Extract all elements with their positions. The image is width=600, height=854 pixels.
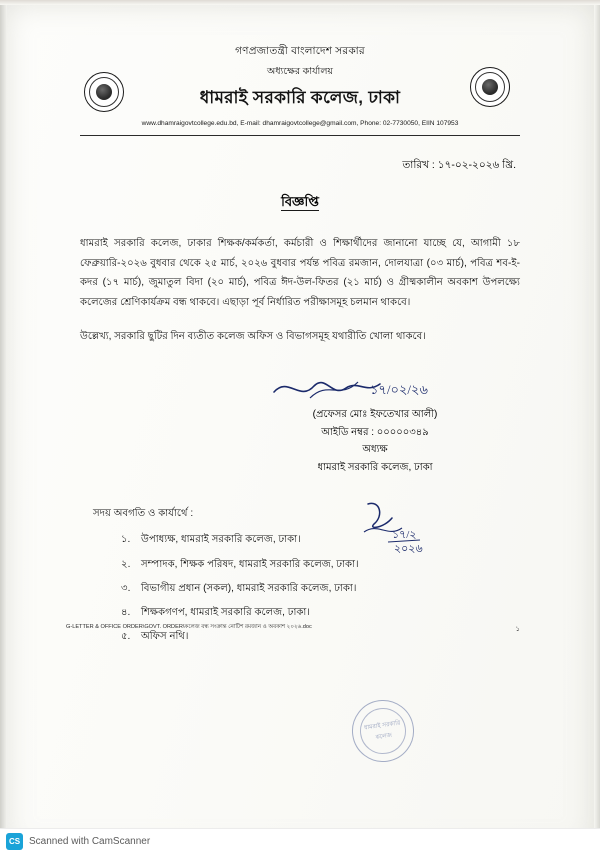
- list-item-number: ৪.: [121, 606, 131, 618]
- list-item: [121, 557, 535, 572]
- list-item-text: অফিস নথি।: [141, 630, 189, 642]
- camscanner-watermark-bar: [0, 828, 600, 854]
- institution-name: ধামরাই সরকারি কলেজ, ঢাকা: [199, 88, 401, 107]
- principal-institution: ধামরাই সরকারি কলেজ, ঢাকা: [317, 461, 433, 473]
- notice-title: [0, 193, 600, 214]
- body-paragraph-2: উল্লেখ্য, সরকারি ছুটির দিন ব্যতীত কলেজ অফিস ও বিভাগসমূহ যথারীতি খোলা থাকবে।: [80, 330, 426, 342]
- distribution-heading: সদয় অবগতি ও কার্যার্থে :: [93, 508, 194, 520]
- list-item-text: উপাধ্যক্ষ, ধামরাই সরকারি কলেজ, ঢাকা।: [141, 534, 301, 546]
- date-line: তারিখ : ১৭-০২-২০২৬ খ্রি.: [402, 159, 516, 171]
- header-divider: [80, 135, 520, 136]
- principal-name: (প্রফেসর মোঃ ইফতেখার আলী): [312, 409, 438, 421]
- body-paragraph-1: ধামরাই সরকারি কলেজ, ঢাকার শিক্ষক/কর্মকর্তা, কর্মচারী ও শিক্ষার্থীদের জানানো যাচ্ছে যে, আগামী ১৮ ফেব্রুয়ারি-২০২৬ বুধবার থেকে ২৫ মার্চ, ২০২৬ বুধবার পর্যন্ত পবিত্র রমজান, দোলযাত্রা (০৩ মার্চ), পবিত্র শব-ই-কদর (১৭ মার্চ), জুমাতুল বিদা (২০ মার্চ), পবিত্র ঈদ-উল-ফিতর (২১ মার্চ) ও গ্রীষ্মকালীন অবকাশ উপলক্ষ্যে কলেজের শ্রেণিকার্যক্রম বন্ধ থাকবে। এছাড়া পূর্ব নির্ধারিত পরীক্ষাসমূহ চলমান থাকবে।: [80, 238, 520, 309]
- secondary-signature-scribble-icon: [358, 498, 436, 560]
- govt-seal-icon: [84, 72, 124, 112]
- principal-designation: অধ্যক্ষ: [362, 444, 388, 456]
- list-item-number: ১.: [121, 534, 131, 546]
- notice-title-text: বিজ্ঞপ্তি: [281, 194, 319, 209]
- secondary-signature-mark: [358, 498, 436, 565]
- principal-id: আইডি নম্বর : ০০০০০৩৪৯: [321, 426, 429, 438]
- list-item: [121, 581, 535, 596]
- svg-text:২০২৬: ২০২৬: [394, 543, 423, 555]
- seal-inner-ring: ধামরাই সরকারি কলেজ: [357, 705, 409, 757]
- college-seal-icon: [470, 67, 510, 107]
- government-line: গণপ্রজাতন্ত্রী বাংলাদেশ সরকার: [235, 45, 365, 57]
- letterhead: [0, 0, 600, 136]
- camscanner-label: Scanned with CamScanner: [29, 836, 151, 847]
- svg-text:১৭/২: ১৭/২: [392, 529, 417, 541]
- footer-file-path: G-LETTER & OFFICE ORDER\GOVT. ORDER\কলেজ বন্ধ সংক্রান্ত নোটিশ রমজান ও অবকাশ ২০২৬.doc: [66, 624, 312, 631]
- list-item-number: ২.: [121, 558, 131, 570]
- list-item-text: শিক্ষকগণপ, ধামরাই সরকারি কলেজ, ঢাকা।: [141, 606, 310, 618]
- signature-scribble-icon: [270, 372, 440, 406]
- svg-text:১৭/০২/২৬: ১৭/০২/২৬: [370, 382, 428, 398]
- notice-body: [80, 234, 520, 346]
- list-item: [121, 532, 535, 547]
- camscanner-badge-icon: CS: [6, 833, 23, 850]
- contact-line: www.dhamraigovtcollege.edu.bd, E-mail: dhamraigovtcollege@gmail.com, Phone: 02-7730050, EIIN 107953: [141, 120, 459, 127]
- signature-block: [80, 380, 520, 476]
- principal-signature-mark: [230, 380, 520, 406]
- footer-page-number: ১: [515, 626, 520, 634]
- list-item-number: ৩.: [121, 582, 131, 594]
- list-item-text: সম্পাদক, শিক্ষক পরিষদ, ধামরাই সরকারি কলেজ, ঢাকা।: [141, 558, 359, 570]
- signature-text-lines: [230, 406, 520, 476]
- list-item: [121, 605, 535, 620]
- list-item-number: ৫.: [121, 630, 131, 642]
- list-item-text: বিভাগীয় প্রধান (সকল), ধামরাই সরকারি কলেজ, ঢাকা।: [141, 582, 357, 594]
- office-line: অধ্যক্ষের কার্যালয়: [267, 66, 333, 77]
